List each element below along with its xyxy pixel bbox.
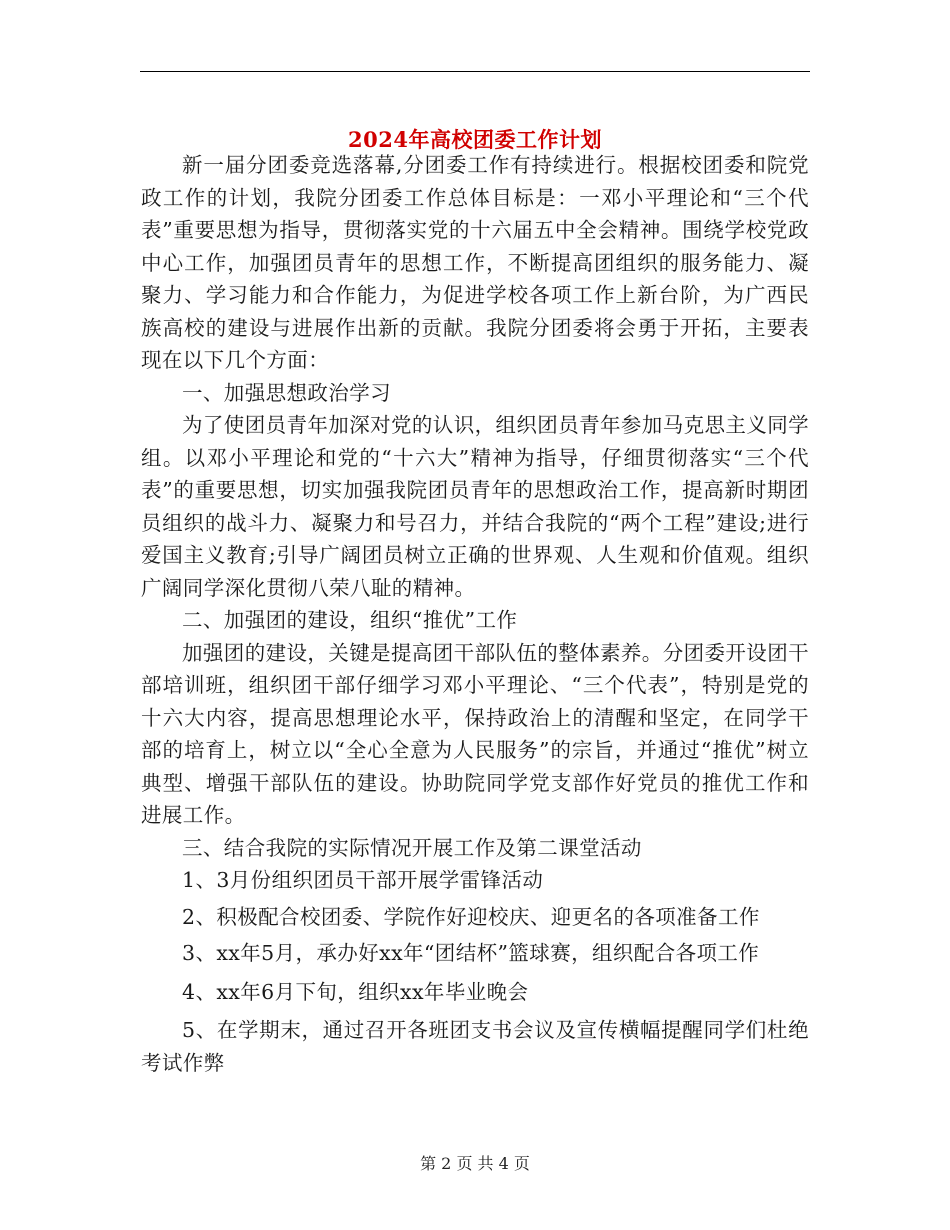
section-1-paragraph: 为了使团员青年加深对党的认识，组织团员青年参加马克思主义同学组。以邓小平理论和党的“十六大”精神为指导，仔细贯彻落实“三个代表”的重要思想，切实加强我院团员青年的思想政治工作，提高新时期团员组织的战斗力、凝聚力和号召力，并结合我院的“两个工程”建设;进行爱国主义教育;引导广阔团员树立正确的世界观、人生观和价值观。组织广阔同学深化贯彻八荣八耻的精神。: [141, 413, 809, 600]
section-heading-1: 一、加强思想政治学习: [182, 380, 391, 405]
header-rule: [140, 71, 810, 72]
document-body: [141, 149, 809, 1085]
document-title: 2024年高校团委工作计划: [348, 127, 602, 153]
page-number-label: 第 2 页 共 4 页: [420, 1154, 530, 1173]
list-item: 2、积极配合校团委、学院作好迎校庆、迎更名的各项准备工作: [182, 904, 760, 929]
list-item: 1、3月份组织团员干部开展学雷锋活动: [182, 868, 544, 892]
section-heading-2: 二、加强团的建设，组织“推优”工作: [182, 608, 518, 632]
intro-paragraph: 新一届分团委竞选落幕,分团委工作有持续进行。根据校团委和院党政工作的计划，我院分团委工作总体目标是：一邓小平理论和“三个代表”重要思想为指导，贯彻落实党的十六届五中全会精神。围绕学校党政中心工作，加强团员青年的思想工作，不断提高团组织的服务能力、凝聚力、学习能力和合作能力，为促进学校各项工作上新台阶，为广西民族高校的建设与进展作出新的贡献。我院分团委将会勇于开拓，主要表现在以下几个方面：: [141, 153, 809, 372]
list-item: 4、xx年6月下旬，组织xx年毕业晚会: [182, 979, 529, 1004]
list-item: 5、在学期末，通过召开各班团支书会议及宣传横幅提醒同学们杜绝考试作弊: [141, 1018, 809, 1075]
page-number-footer: [0, 1152, 950, 1176]
section-heading-3: 三、结合我院的实际情况开展工作及第二课堂活动: [182, 835, 642, 860]
section-2-paragraph: 加强团的建设，关键是提高团干部队伍的整体素养。分团委开设团干部培训班，组织团干部仔细学习邓小平理论、“三个代表”，特别是党的十六大内容，提高思想理论水平，保持政治上的清醒和坚定，在同学干部的培育上，树立以“全心全意为人民服务”的宗旨，并通过“推优”树立典型、增强干部队伍的建设。协助院同学党支部作好党员的推优工作和进展工作。: [141, 640, 809, 827]
list-item: 3、xx年5月，承办好xx年“团结杯”篮球赛，组织配合各项工作: [182, 941, 760, 965]
